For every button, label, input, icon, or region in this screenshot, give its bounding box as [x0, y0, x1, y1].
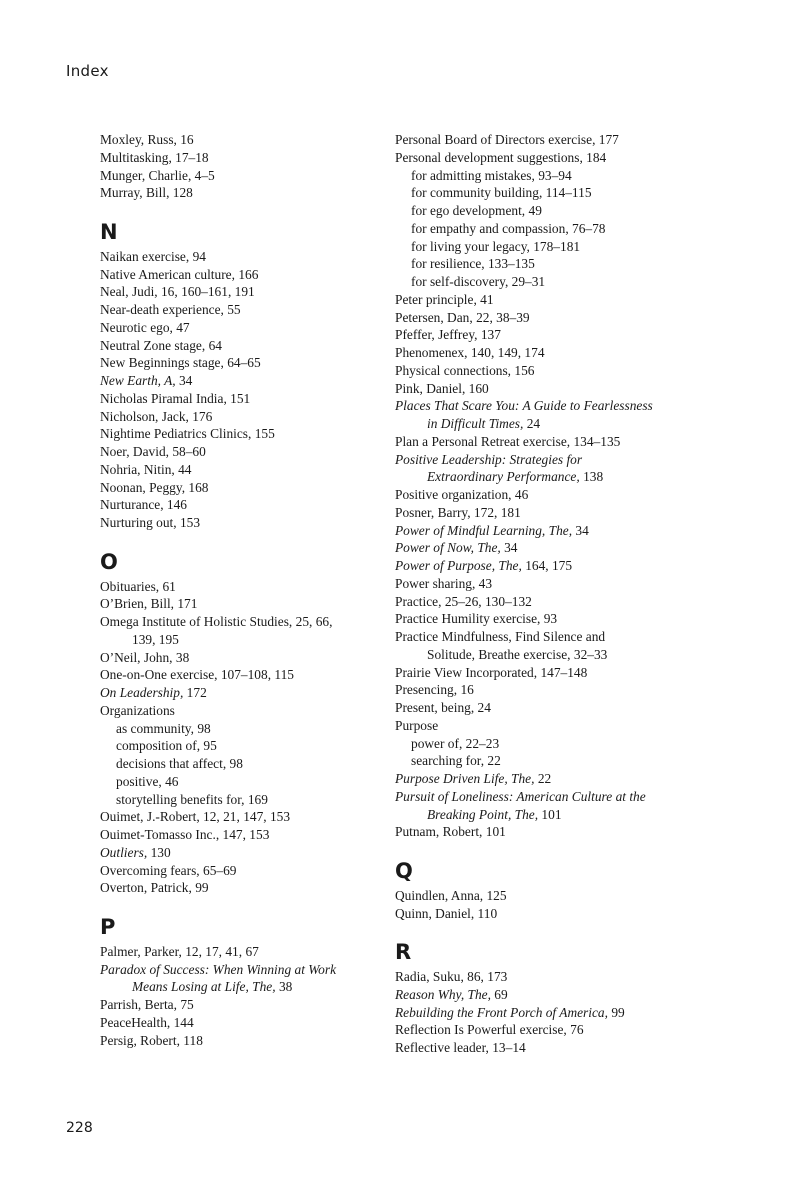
index-entry [395, 986, 735, 1004]
index-entry-text: Putnam, Robert, 101 [395, 824, 506, 840]
index-entry-text: Near-death experience, 55 [100, 302, 241, 317]
index-entry [100, 649, 430, 667]
index-entry [100, 879, 430, 897]
index-entry-text: searching for, 22 [411, 753, 501, 769]
index-subentry [395, 752, 735, 770]
section-spacer [100, 202, 430, 220]
index-entry-text: Presencing, 16 [395, 682, 474, 698]
index-entry-text: Physical connections, 156 [395, 362, 535, 378]
index-entry [100, 337, 430, 355]
index-entry-text: Petersen, Dan, 22, 38–39 [395, 309, 530, 325]
index-title-italic: On Leadership, [100, 685, 184, 700]
index-subentry [395, 255, 735, 273]
index-entry-text: Pfeffer, Jeffrey, 137 [395, 327, 501, 343]
index-entry [100, 149, 430, 167]
index-entry [395, 451, 735, 469]
index-entry [100, 283, 430, 301]
index-entry [100, 862, 430, 880]
index-entry-text: 130 [147, 844, 171, 860]
index-subentry [395, 238, 735, 256]
index-entry [395, 291, 735, 309]
index-entry [395, 522, 735, 540]
index-entry [100, 479, 430, 497]
index-entry-text: Reflection Is Powerful exercise, 76 [395, 1022, 584, 1038]
index-entry [395, 699, 735, 717]
section-letter: N [100, 219, 118, 244]
index-entry [100, 390, 430, 408]
index-entry-text: Organizations [100, 702, 175, 718]
index-subentry [100, 737, 430, 755]
index-entry-text: for resilience, 133–135 [411, 256, 535, 272]
index-subentry [100, 720, 430, 738]
index-entry-text: Quindlen, Anna, 125 [395, 887, 507, 903]
index-entry-continuation [395, 646, 735, 664]
section-spacer [395, 922, 735, 940]
index-entry-text: 164, 175 [521, 558, 573, 573]
index-title-italic: in Difficult Times, [427, 416, 524, 431]
index-title-italic: Breaking Point, The, [427, 806, 539, 822]
index-entry-text: Posner, Barry, 172, 181 [395, 504, 521, 520]
index-entry-text: Murray, Bill, 128 [100, 185, 193, 201]
index-entry-text: 172 [183, 685, 207, 700]
index-entry [395, 887, 735, 905]
index-entry-text: Ouimet, J.-Robert, 12, 21, 147, 153 [100, 809, 291, 825]
index-entry-text: Solitude, Breathe exercise, 32–33 [427, 646, 608, 662]
index-title-italic: Means Losing at Life, The, [132, 979, 276, 995]
index-subentry [395, 202, 735, 220]
index-entry [100, 844, 430, 862]
index-entry-text: Practice, 25–26, 130–132 [395, 593, 532, 609]
index-entry-text: for living your legacy, 178–181 [411, 238, 581, 254]
index-entry [395, 433, 735, 451]
index-entry [395, 575, 735, 593]
index-entry-text: Overcoming fears, 65–69 [100, 862, 237, 878]
index-entry [100, 514, 430, 532]
index-entry-text: O’Neil, John, 38 [100, 649, 190, 665]
index-entry [395, 539, 735, 557]
index-entry-text: Quinn, Daniel, 110 [395, 905, 498, 921]
index-entry-text: Present, being, 24 [395, 700, 491, 715]
index-title-italic: Positive Leadership: Strategies for [395, 451, 583, 467]
index-entry [395, 486, 735, 504]
index-entry-text: PeaceHealth, 144 [100, 1014, 194, 1030]
index-entry-text: Nicholson, Jack, 176 [100, 408, 213, 424]
index-entry [395, 788, 735, 806]
index-entry-text: positive, 46 [116, 773, 179, 789]
index-entry-text: Nightime Pediatrics Clinics, 155 [100, 426, 275, 442]
index-entry-text: for admitting mistakes, 93–94 [411, 167, 572, 183]
index-entry [395, 131, 735, 149]
index-entry-text: Plan a Personal Retreat exercise, 134–135 [395, 433, 621, 449]
index-entry-text: Omega Institute of Holistic Studies, 25, 66, [100, 614, 333, 629]
section-letter: R [395, 940, 412, 964]
index-entry-text: Moxley, Russ, 16 [100, 132, 194, 147]
index-entry-text: power of, 22–23 [411, 735, 500, 751]
index-entry-text: Palmer, Parker, 12, 17, 41, 67 [100, 943, 259, 959]
index-entry [395, 557, 735, 575]
index-entry-text: Nurturance, 146 [100, 497, 188, 513]
index-title-italic: Power of Now, The, [395, 540, 501, 556]
index-entry [100, 808, 430, 826]
index-title-italic: Extraordinary Performance, [427, 469, 580, 485]
index-entry-text: Multitasking, 17–18 [100, 149, 209, 165]
section-spacer [395, 841, 735, 859]
index-entry-text: for community building, 114–115 [411, 185, 592, 201]
index-entry [395, 344, 735, 362]
index-entry [100, 354, 430, 372]
index-title-italic: Rebuilding the Front Porch of America, [395, 1004, 608, 1020]
index-entry-text: Radia, Suku, 86, 173 [395, 969, 508, 984]
index-subentry [395, 220, 735, 238]
index-subentry [395, 273, 735, 291]
index-entry-text: 139, 195 [132, 631, 179, 647]
index-entry-text: One-on-One exercise, 107–108, 115 [100, 667, 294, 683]
index-entry [100, 826, 430, 844]
index-entry [395, 397, 735, 415]
index-column-right [395, 131, 735, 1057]
index-entry-text: storytelling benefits for, 169 [116, 791, 268, 807]
index-entry-text: Neal, Judi, 16, 160–161, 191 [100, 284, 255, 300]
index-entry-text: Phenomenex, 140, 149, 174 [395, 345, 545, 360]
section-letter: O [100, 549, 118, 574]
index-entry [395, 823, 735, 841]
index-entry-text: Practice Humility exercise, 93 [395, 611, 558, 627]
index-entry [100, 961, 430, 979]
index-entry [100, 184, 430, 202]
index-title-italic: Places That Scare You: A Guide to Fearlessness [395, 398, 653, 414]
index-entry-text: Neurotic ego, 47 [100, 319, 190, 335]
index-title-italic: Power of Purpose, The, [395, 558, 522, 573]
index-column-left [100, 131, 430, 1049]
section-letter: P [100, 914, 116, 939]
index-entry-text: O’Brien, Bill, 171 [100, 596, 198, 612]
index-subentry [395, 184, 735, 202]
index-entry [100, 372, 430, 390]
index-entry-text: Neutral Zone stage, 64 [100, 337, 222, 353]
index-entry-text: as community, 98 [116, 720, 211, 736]
index-entry [395, 717, 735, 735]
index-entry-continuation [100, 978, 430, 996]
index-entry [100, 443, 430, 461]
index-entry-text: Naikan exercise, 94 [100, 248, 206, 264]
index-entry-text: composition of, 95 [116, 738, 217, 754]
index-entry-text: Noer, David, 58–60 [100, 444, 206, 459]
index-entry-continuation [100, 631, 430, 649]
index-entry [395, 380, 735, 398]
index-title-italic: New Earth, A, [100, 373, 176, 388]
index-entry-text: Personal development suggestions, 184 [395, 149, 607, 165]
index-entry [395, 1004, 735, 1022]
index-entry [395, 593, 735, 611]
section-spacer [100, 532, 430, 550]
index-entry-text: 138 [579, 469, 604, 485]
index-entry-text: Ouimet-Tomasso Inc., 147, 153 [100, 827, 270, 842]
index-entry-text: 34 [500, 540, 518, 556]
section-letter: Q [395, 858, 413, 883]
index-subentry [100, 755, 430, 773]
index-entry [395, 610, 735, 628]
index-title-italic: Power of Mindful Learning, The, [395, 522, 573, 538]
index-entry [395, 968, 735, 986]
index-entry [100, 408, 430, 426]
index-entry-text: Personal Board of Directors exercise, 177 [395, 132, 619, 147]
index-entry-text: 24 [523, 416, 541, 431]
index-entry [395, 664, 735, 682]
index-entry [100, 461, 430, 479]
index-entry-text: for ego development, 49 [411, 203, 542, 218]
index-entry [100, 319, 430, 337]
index-subentry [395, 735, 735, 753]
index-entry [100, 248, 430, 266]
index-entry-continuation [395, 415, 735, 433]
index-entry-text: Nicholas Piramal India, 151 [100, 390, 251, 406]
index-entry-text: decisions that affect, 98 [116, 756, 243, 771]
index-title-italic: Paradox of Success: When Winning at Work [100, 961, 337, 977]
index-entry-text: Practice Mindfulness, Find Silence and [395, 629, 606, 644]
index-title-italic: Pursuit of Loneliness: American Culture at the [395, 788, 646, 804]
index-entry-text: Pink, Daniel, 160 [395, 380, 489, 396]
index-entry-text: Peter principle, 41 [395, 291, 494, 307]
index-entry-text: New Beginnings stage, 64–65 [100, 355, 261, 371]
index-entry-text: Power sharing, 43 [395, 575, 493, 591]
index-entry [395, 681, 735, 699]
index-entry [100, 266, 430, 284]
index-entry-text: Overton, Patrick, 99 [100, 880, 209, 896]
index-entry [395, 905, 735, 923]
index-entry [395, 504, 735, 522]
index-entry-text: for empathy and compassion, 76–78 [411, 220, 606, 236]
index-entry [395, 309, 735, 327]
index-entry-continuation [395, 468, 735, 486]
index-entry-text: Persig, Robert, 118 [100, 1032, 203, 1048]
index-entry [100, 684, 430, 702]
index-entry-text: 69 [490, 986, 508, 1002]
index-entry-text: Parrish, Berta, 75 [100, 997, 194, 1012]
page-number: 228 [66, 1120, 93, 1136]
index-entry [395, 770, 735, 788]
index-entry-text: Purpose [395, 717, 439, 733]
index-entry [100, 301, 430, 319]
index-entry [100, 595, 430, 613]
index-entry [395, 628, 735, 646]
index-entry [100, 425, 430, 443]
index-entry-text: 99 [607, 1004, 625, 1020]
index-entry-text: 34 [572, 522, 589, 538]
index-entry [100, 131, 430, 149]
index-entry-text: Nurturing out, 153 [100, 515, 201, 530]
index-title-italic: Purpose Driven Life, The, [395, 771, 535, 786]
index-subentry [100, 791, 430, 809]
running-head: Index [66, 62, 109, 80]
index-entry [100, 666, 430, 684]
index-entry-text: Reflective leader, 13–14 [395, 1040, 526, 1055]
index-title-italic: Reason Why, The, [395, 986, 491, 1002]
index-entry-text: Noonan, Peggy, 168 [100, 479, 209, 495]
index-entry-continuation [395, 806, 735, 824]
index-entry [100, 167, 430, 185]
index-entry-text: 34 [175, 373, 193, 388]
index-entry-text: Nohria, Nitin, 44 [100, 461, 192, 477]
index-entry [100, 1032, 430, 1050]
index-entry-text: Positive organization, 46 [395, 487, 529, 502]
index-subentry [395, 167, 735, 185]
index-entry [100, 943, 430, 961]
index-entry [395, 362, 735, 380]
index-entry-text: 38 [275, 979, 293, 995]
index-entry [100, 578, 430, 596]
index-entry-text: for self-discovery, 29–31 [411, 274, 546, 289]
index-entry [100, 613, 430, 631]
index-entry [100, 1014, 430, 1032]
index-entry [100, 496, 430, 514]
index-title-italic: Outliers, [100, 844, 148, 860]
index-entry [100, 702, 430, 720]
index-entry-text: 101 [538, 806, 562, 822]
index-entry [395, 1039, 735, 1057]
section-spacer [100, 897, 430, 915]
index-entry-text: Obituaries, 61 [100, 578, 176, 594]
index-entry-text: Native American culture, 166 [100, 266, 259, 282]
index-entry [395, 149, 735, 167]
index-subentry [100, 773, 430, 791]
index-entry-text: Prairie View Incorporated, 147–148 [395, 664, 588, 680]
index-entry [395, 1021, 735, 1039]
index-entry [395, 326, 735, 344]
index-entry-text: 22 [534, 771, 552, 786]
index-entry [100, 996, 430, 1014]
index-entry-text: Munger, Charlie, 4–5 [100, 167, 215, 183]
